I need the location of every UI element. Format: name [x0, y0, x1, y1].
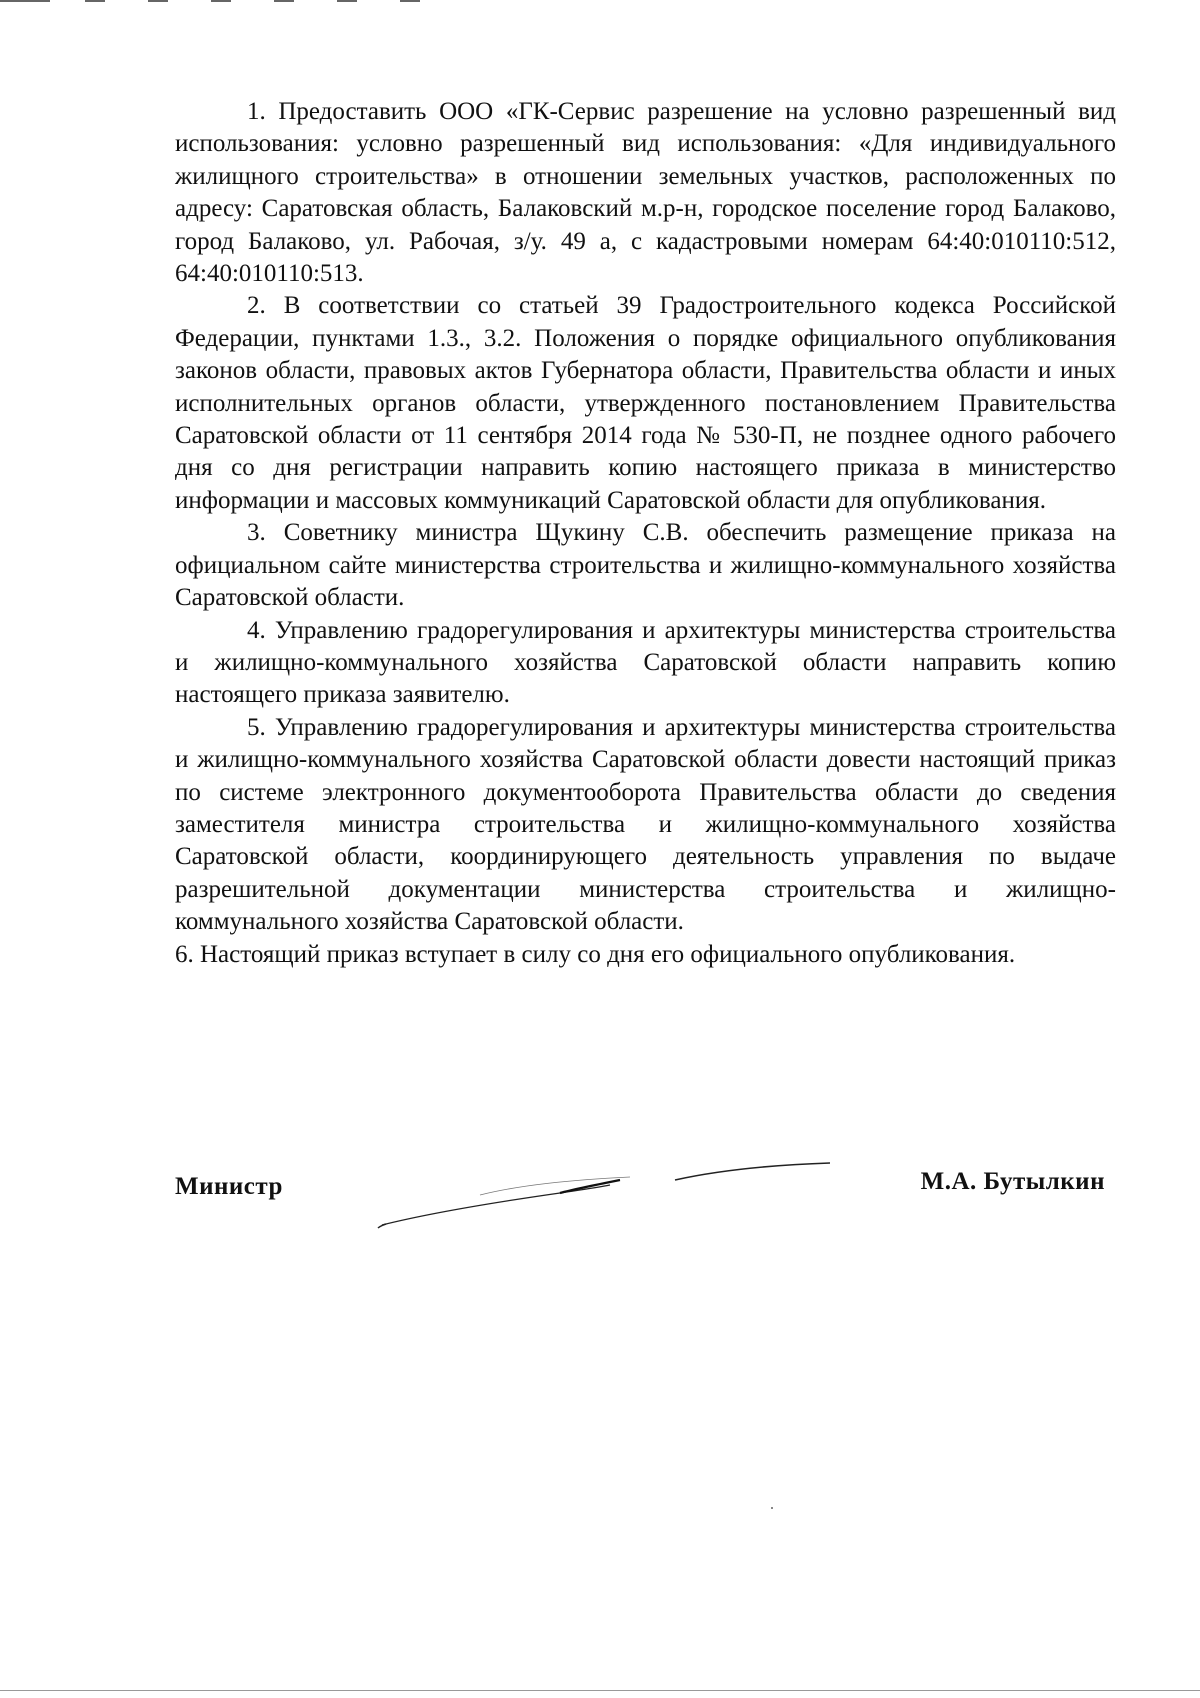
page-bottom-edge — [0, 1690, 1200, 1691]
paragraph-4: 4. Управлению градорегулирования и архитектуры министерства строительства и жилищно-коммунального хозяйства Саратовской области направить копию настоящего приказа заявителю. — [175, 616, 1116, 709]
signature-block — [175, 1168, 1105, 1228]
scan-speck — [771, 1507, 773, 1509]
paragraph-1: 1. Предоставить ООО «ГК-Сервис разрешение на условно разрешенный вид использования: условно разрешенный вид использования: «Для индивидуального жилищного строительства» в отношении земельных участков, расположенных по адресу: Саратовская область, Балаковский м.р-н, городское поселение город Балаково, город Балаково, ул. Рабочая, з/у. 49 а, с кадастровыми номерам 64:40:010110:512, 64:40:010110:513. — [175, 98, 1116, 288]
scan-edge-marks — [0, 0, 440, 6]
paragraph-3: 3. Советнику министра Щукину С.В. обеспечить размещение приказа на официальном сайте министерства строительства и жилищно-коммунального хозяйства Саратовской области. — [175, 519, 1116, 612]
signatory-title: Министр — [175, 1173, 283, 1200]
paragraph-2: 2. В соответствии со статьей 39 Градостроительного кодекса Российской Федерации, пунктами 1.3., 3.2. Положения о порядке официального опубликования законов области, правовых актов Губернатора области, Правительства области и иных исполнительных органов области, утвержденного постановлением Правительства Саратовской области от 11 сентября 2014 года № 530-П, не позднее одного рабочего дня со дня регистрации направить копию настоящего приказа в министерство информации и массовых коммуникаций Саратовской области для опубликования. — [175, 292, 1116, 514]
paragraph-6: 6. Настоящий приказ вступает в силу со дня его официального опубликования. — [175, 940, 1016, 968]
signatory-name: М.А. Бутылкин — [920, 1168, 1105, 1195]
paragraph-5: 5. Управлению градорегулирования и архитектуры министерства строительства и жилищно-коммунального хозяйства Саратовской области довести настоящий приказ по системе электронного документооборота Правительства области до сведения заместителя министра строительства и жилищно-коммунального хозяйства Саратовской области, координирующего деятельность управления по выдаче разрешительной документации министерства строительства и жилищно-коммунального хозяйства Саратовской области. — [175, 713, 1116, 936]
document-body — [175, 96, 1116, 971]
